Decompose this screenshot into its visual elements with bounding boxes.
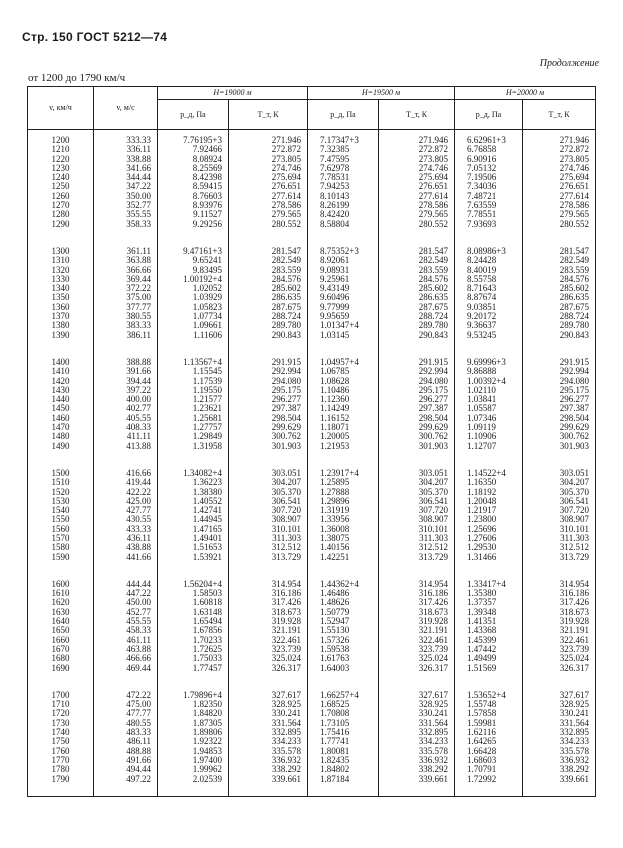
alt-header-19000: H=19000 м	[158, 87, 308, 100]
page-header: Стр. 150 ГОСТ 5212—74	[22, 30, 168, 44]
alt-header-19500: H=19500 м	[308, 87, 455, 100]
pressure-19000-cell: 1.34082+4 1.36223 1.38380 1.40552 1.42741 1.44945 1.47165 1.49401 1.51653 1.53921	[158, 463, 229, 574]
table-row-group	[28, 130, 596, 241]
pressure-19500-cell: 8.75352+3 8.92061 9.08931 9.25961 9.43149 9.60496 9.77999 9.95659 1.01347+4 1.03145	[308, 241, 379, 352]
speed-ms-cell: 472.22 475.00 477.77 480.55 483.33 486.11 488.88 491.66 494.44 497.22	[94, 685, 158, 796]
temp-20000-cell: 303.051 304.207 305.370 306.541 307.720 308.907 310.101 311.303 312.512 313.729	[523, 463, 596, 574]
col-header-temperature: T_т, К	[229, 100, 308, 130]
speed-ms-cell: 416.66 419.44 422.22 425.00 427.77 430.55 433.33 436.11 438.88 441.66	[94, 463, 158, 574]
temp-19500-cell: 314.954 316.186 317.426 318.673 319.928 321.191 322.461 323.739 325.024 326.317	[379, 574, 455, 685]
pressure-19500-cell: 7.17347+3 7.32385 7.47595 7.62978 7.78531 7.94253 8.10143 8.26199 8.42420 8.58804	[308, 130, 379, 241]
pressure-20000-cell: 1.53652+4 1.55748 1.57858 1.59981 1.62116 1.64265 1.66428 1.68603 1.70791 1.72992	[455, 685, 523, 796]
col-header-kmh: v, км/ч	[28, 87, 94, 130]
col-header-temperature: T_т, К	[379, 100, 455, 130]
speed-ms-cell: 444.44 447.22 450.00 452.77 455.55 458.33 461.11 463.88 466.66 469.44	[94, 574, 158, 685]
speed-ms-cell: 333.33 336.11 338.88 341.66 344.44 347.22 350.00 352.77 355.55 358.33	[94, 130, 158, 241]
temp-19500-cell: 327.617 328.925 330.241 331.564 332.895 334.233 335.578 336.932 338.292 339.661	[379, 685, 455, 796]
temp-19000-cell: 303.051 304.207 305.370 306.541 307.720 308.907 310.101 311.303 312.512 313.729	[229, 463, 308, 574]
temp-19500-cell: 271.946 272.872 273.805 274.746 275.694 276.651 277.614 278.586 279.565 280.552	[379, 130, 455, 241]
pressure-19000-cell: 1.56204+4 1.58503 1.60818 1.63148 1.65494 1.67856 1.70233 1.72625 1.75033 1.77457	[158, 574, 229, 685]
temp-19000-cell: 327.617 328.925 330.241 331.564 332.895 334.233 335.578 336.932 338.292 339.661	[229, 685, 308, 796]
pressure-19500-cell: 1.66257+4 1.68525 1.70808 1.73105 1.75416 1.77741 1.80081 1.82435 1.84802 1.87184	[308, 685, 379, 796]
temp-20000-cell: 314.954 316.186 317.426 318.673 319.928 321.191 322.461 323.739 325.024 326.317	[523, 574, 596, 685]
speed-ms-cell: 388.88 391.66 394.44 397.22 400.00 402.77 405.55 408.33 411.11 413.88	[94, 352, 158, 463]
pressure-19500-cell: 1.04957+4 1.06785 1.08628 1.10486 1.12360 1.14249 1.16152 1.18071 1.20005 1.21953	[308, 352, 379, 463]
pressure-20000-cell: 1.14522+4 1.16350 1.18192 1.20048 1.21917 1.23800 1.25696 1.27606 1.29530 1.31466	[455, 463, 523, 574]
table-row-group	[28, 685, 596, 796]
temp-20000-cell: 291.915 292.994 294.080 295.175 296.277 297.387 298.504 299.629 300.762 301.903	[523, 352, 596, 463]
temp-20000-cell: 281.547 282.549 283.559 284.576 285.602 286.635 287.675 288.724 289.780 290.843	[523, 241, 596, 352]
speed-kmh-cell: 1300 1310 1320 1330 1340 1350 1360 1370 1380 1390	[28, 241, 94, 352]
col-header-ms: v, м/с	[94, 87, 158, 130]
table-row-group	[28, 463, 596, 574]
pressure-20000-cell: 1.33417+4 1.35380 1.37357 1.39348 1.41351 1.43368 1.45399 1.47442 1.49499 1.51569	[455, 574, 523, 685]
temp-20000-cell: 271.946 272.872 273.805 274.746 275.694 276.651 277.614 278.586 279.565 280.552	[523, 130, 596, 241]
table-row-group	[28, 352, 596, 463]
speed-kmh-cell: 1600 1610 1620 1630 1640 1650 1660 1670 1680 1690	[28, 574, 94, 685]
range-title: от 1200 до 1790 км/ч	[28, 72, 126, 84]
temp-19000-cell: 291.915 292.994 294.080 295.175 296.277 297.387 298.504 299.629 300.762 301.903	[229, 352, 308, 463]
pressure-19500-cell: 1.23917+4 1.25895 1.27888 1.29896 1.31919 1.33956 1.36008 1.38075 1.40156 1.42251	[308, 463, 379, 574]
temp-19000-cell: 314.954 316.186 317.426 318.673 319.928 321.191 322.461 323.739 325.024 326.317	[229, 574, 308, 685]
pressure-20000-cell: 9.69996+3 9.86888 1.00392+4 1.02110 1.03841 1.05587 1.07346 1.09119 1.10906 1.12707	[455, 352, 523, 463]
pressure-19000-cell: 1.13567+4 1.15545 1.17539 1.19550 1.21577 1.23621 1.25681 1.27757 1.29849 1.31958	[158, 352, 229, 463]
col-header-pressure: p_д, Па	[308, 100, 379, 130]
temp-19000-cell: 281.547 282.549 283.559 284.576 285.602 286.635 287.675 288.724 289.780 290.843	[229, 241, 308, 352]
pressure-19500-cell: 1.44362+4 1.46486 1.48626 1.50779 1.52947 1.55130 1.57326 1.59538 1.61763 1.64003	[308, 574, 379, 685]
alt-header-20000: H=20000 м	[455, 87, 596, 100]
speed-ms-cell: 361.11 363.88 366.66 369.44 372.22 375.00 377.77 380.55 383.33 386.11	[94, 241, 158, 352]
pressure-19000-cell: 9.47161+3 9.65241 9.83495 1.00192+4 1.02052 1.03929 1.05823 1.07734 1.09661 1.11606	[158, 241, 229, 352]
temp-19500-cell: 291.915 292.994 294.080 295.175 296.277 297.387 298.504 299.629 300.762 301.903	[379, 352, 455, 463]
pressure-19000-cell: 1.79896+4 1.82350 1.84820 1.87305 1.89806 1.92322 1.94853 1.97400 1.99962 2.02539	[158, 685, 229, 796]
table-row-group	[28, 574, 596, 685]
atmosphere-table	[27, 86, 596, 797]
table-row-group	[28, 241, 596, 352]
temp-20000-cell: 327.617 328.925 330.241 331.564 332.895 334.233 335.578 336.932 338.292 339.661	[523, 685, 596, 796]
speed-kmh-cell: 1200 1210 1220 1230 1240 1250 1260 1270 1280 1290	[28, 130, 94, 241]
pressure-20000-cell: 8.08986+3 8.24428 8.40019 8.55758 8.71643 8.87674 9.03851 9.20172 9.36637 9.53245	[455, 241, 523, 352]
continuation-label: Продолжение	[539, 58, 599, 69]
pressure-20000-cell: 6.62961+3 6.76858 6.90916 7.05132 7.19506 7.34036 7.48721 7.63559 7.78551 7.93693	[455, 130, 523, 241]
speed-kmh-cell: 1500 1510 1520 1530 1540 1550 1560 1570 1580 1590	[28, 463, 94, 574]
speed-kmh-cell: 1400 1410 1420 1430 1440 1450 1460 1470 1480 1490	[28, 352, 94, 463]
temp-19000-cell: 271.946 272.872 273.805 274.746 275.694 276.651 277.614 278.586 279.565 280.552	[229, 130, 308, 241]
col-header-temperature: T_т, К	[523, 100, 596, 130]
col-header-pressure: p_д, Па	[455, 100, 523, 130]
speed-kmh-cell: 1700 1710 1720 1730 1740 1750 1760 1770 1780 1790	[28, 685, 94, 796]
temp-19500-cell: 281.547 282.549 283.559 284.576 285.602 286.635 287.675 288.724 289.780 290.843	[379, 241, 455, 352]
temp-19500-cell: 303.051 304.207 305.370 306.541 307.720 308.907 310.101 311.303 312.512 313.729	[379, 463, 455, 574]
col-header-pressure: p_д, Па	[158, 100, 229, 130]
pressure-19000-cell: 7.76195+3 7.92466 8.08924 8.25569 8.42398 8.59415 8.76603 8.93976 9.11527 9.29256	[158, 130, 229, 241]
